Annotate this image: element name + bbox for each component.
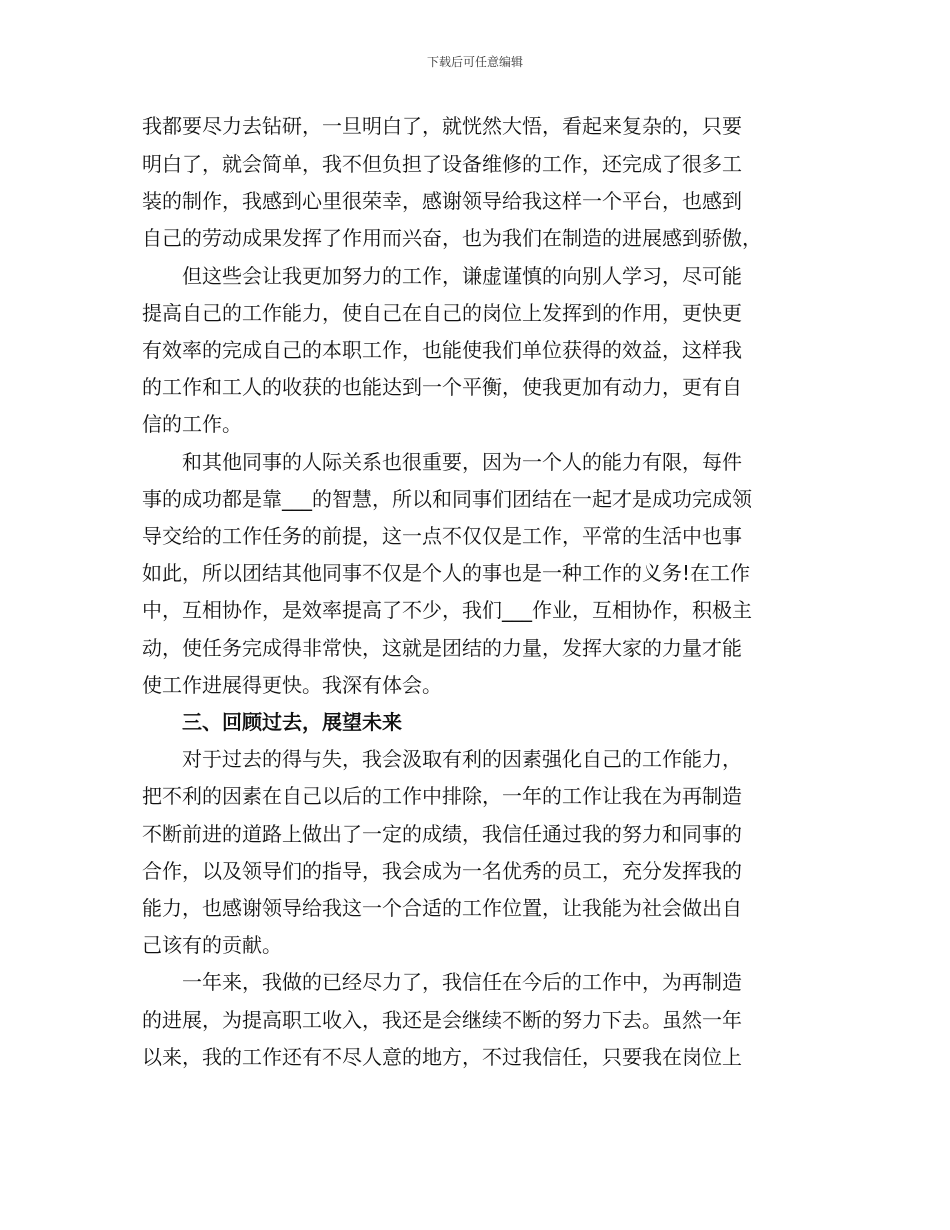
body-line: 如此，所以团结其他同事不仅是个人的事也是一种工作的义务!在工作 (142, 561, 751, 585)
body-line: 导交给的工作任务的前提，这一点不仅仅是工作，平常的生活中也事 (142, 524, 742, 548)
body-line: 提高自己的工作能力，使自己在自己的岗位上发挥到的作用，更快更 (142, 301, 742, 325)
body-line: 的工作和工人的收获的也能达到一个平衡，使我更加有动力，更有自 (142, 375, 742, 399)
section-heading: 三、回顾过去，展望未来 (142, 710, 402, 734)
body-line: 合作，以及领导们的指导，我会成为一名优秀的员工，充分发挥我的 (142, 859, 742, 883)
body-line: 对于过去的得与失，我会汲取有利的因素强化自己的工作能力， (142, 747, 742, 771)
body-line: 和其他同事的人际关系也很重要，因为一个人的能力有限，每件 (142, 450, 742, 474)
body-line: 动，使任务完成得非常快，这就是团结的力量，发挥大家的力量才能 (142, 636, 742, 660)
body-line: 以来，我的工作还有不尽人意的地方，不过我信任，只要我在岗位上 (142, 1045, 742, 1069)
body-line: 但这些会让我更加努力的工作，谦虚谨慎的向别人学习，尽可能 (142, 264, 742, 288)
body-line: 中，互相协作，是效率提高了不少，我们___作业，互相协作，积极主 (142, 598, 752, 622)
body-line: 我都要尽力去钻研，一旦明白了，就恍然大悟，看起来复杂的，只要 (142, 114, 742, 138)
body-line: 能力，也感谢领导给我这一个合适的工作位置，让我能为社会做出自 (142, 896, 742, 920)
body-line: 把不利的因素在自己以后的工作中排除，一年的工作让我在为再制造 (142, 784, 742, 808)
body-line: 己该有的贡献。 (142, 933, 282, 957)
body-line: 不断前进的道路上做出了一定的成绩，我信任通过我的努力和同事的 (142, 822, 742, 846)
body-line: 装的制作，我感到心里很荣幸，感谢领导给我这样一个平台，也感到 (142, 189, 742, 213)
body-line: 使工作进展得更快。我深有体会。 (142, 673, 442, 697)
body-line: 信的工作。 (142, 412, 242, 436)
body-line: 有效率的完成自己的本职工作，也能使我们单位获得的效益，这样我 (142, 338, 742, 362)
body-line: 的进展，为提高职工收入，我还是会继续不断的努力下去。虽然一年 (142, 1008, 742, 1032)
body-line: 一年来，我做的已经尽力了，我信任在今后的工作中，为再制造 (142, 970, 742, 994)
body-line: 事的成功都是靠___的智慧，所以和同事们团结在一起才是成功完成领 (142, 487, 752, 511)
body-line: 明白了，就会简单，我不但负担了设备维修的工作，还完成了很多工 (142, 152, 742, 176)
body-line: 自己的劳动成果发挥了作用而兴奋，也为我们在制造的进展感到骄傲， (142, 226, 762, 250)
page-header: 下载后可任意编辑 (426, 55, 523, 69)
